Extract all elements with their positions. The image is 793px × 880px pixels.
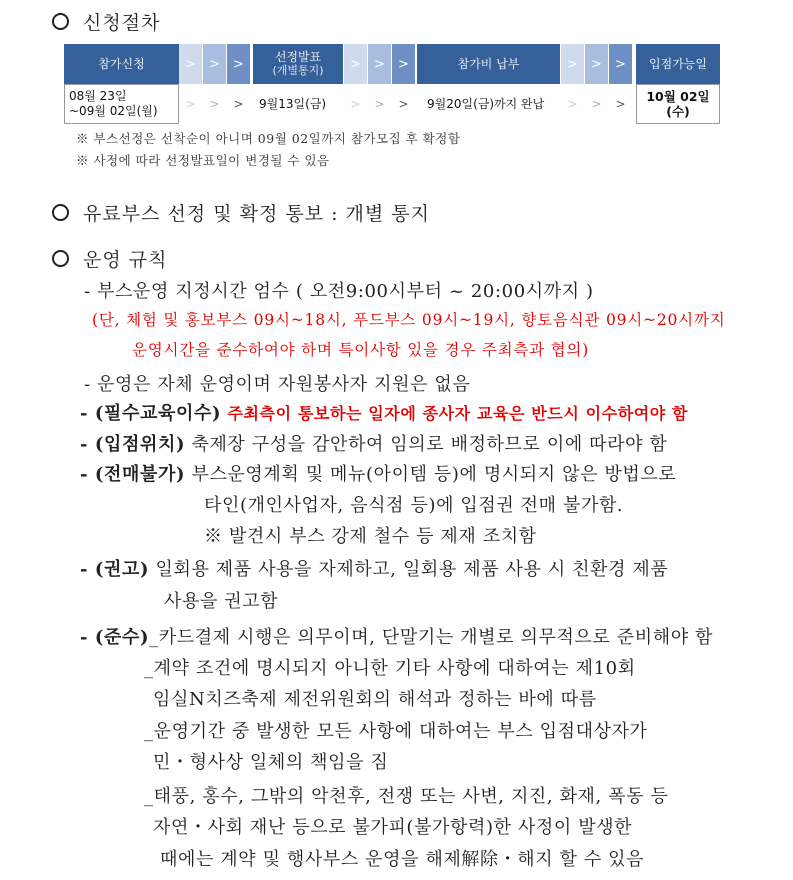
flow-step-label: 선정발표 [274,50,322,64]
flow-arrow: > [227,44,250,84]
flow-arrow: > [179,44,202,84]
rule-label: - (전매불가) [80,464,186,485]
rule-text: 부스운영계획 및 메뉴(아이템 등)에 명시되지 않은 방법으로 [191,464,677,485]
flow-arrow: > [350,97,361,111]
rule-operating-hours: - 부스운영 지정시간 엄수 ( 오전9:00시부터 ~ 20:00시까지 ) [84,281,594,302]
rule-compliance-sub: 민・형사상 일체의 책임을 짐 [153,752,389,773]
flow-date-payment [417,84,560,124]
rule-mandatory-training [80,399,688,425]
rule-location [80,430,667,456]
flow-step-announce [253,44,343,84]
flow-arrow: > [368,44,391,84]
rule-text: _카드결제 시행은 의무이며, 단말기는 개별로 의무적으로 준비해야 함 [149,627,713,648]
flow-arrow: > [203,44,226,84]
rule-label: - (입점위치) [80,434,186,455]
rule-label: - (준수) [80,627,150,648]
section-rules-heading [52,245,167,272]
section-selection-heading [52,199,430,226]
flow-step-sublabel: (개별통지) [272,64,324,77]
rule-text: 축제장 구성을 감안하여 임의로 배정하므로 이에 따라야 함 [191,434,668,455]
rule-compliance-sub: 때에는 계약 및 행사부스 운영을 해제解除・해지 할 수 있음 [160,849,645,870]
rule-recommendation [80,555,668,581]
note-announcement-change: ※ 사정에 따라 선정발표일이 변경될 수 있음 [76,153,330,168]
flow-step-apply [64,44,179,84]
rule-compliance-sub: 임실N치즈축제 제전위원회의 해석과 정하는 바에 따름 [153,689,597,710]
rule-hours-note: 운영시간을 준수하여야 하며 특이사항 있을 경우 주최측과 협의) [132,341,590,359]
flow-step-payment [417,44,560,84]
date-line: 9월13일(금) [259,96,327,111]
rule-self-operation: - 운영은 자체 운영이며 자원봉사자 지원은 없음 [84,374,471,395]
flow-arrow: > [609,44,632,84]
flow-arrow: > [561,44,584,84]
rule-text: 일회용 제품 사용을 자제하고, 일회용 제품 사용 시 친환경 제품 [155,559,669,580]
section-title: 신청절차 [83,12,161,34]
section-procedure-heading [52,8,160,35]
date-line: (수) [666,104,690,119]
rule-compliance-sub: _태풍, 홍수, 그밖의 악천후, 전쟁 또는 사변, 지진, 화재, 폭동 등 [144,786,669,807]
flow-date-move-in [636,84,720,124]
flow-step-label: 참가비 납부 [457,57,520,71]
rule-label: - (필수교육이수) [80,403,222,424]
flow-arrow: > [585,44,608,84]
circle-bullet-icon [52,204,69,221]
flow-arrow: > [374,97,385,111]
flow-date-announce [253,84,343,124]
section-title: 유료부스 선정 및 확정 통보 : 개별 통지 [83,203,430,225]
rule-compliance-sub: _계약 조건에 명시되지 아니한 기타 사항에 대하여는 제10회 [144,658,636,679]
rule-compliance-sub: _운영기간 중 발생한 모든 사항에 대하여는 부스 입점대상자가 [144,721,648,742]
note-selection: ※ 부스선정은 선착순이 아니며 09월 02일까지 참가모집 후 확정함 [76,131,461,146]
rule-text: 주최측이 통보하는 일자에 종사자 교육은 반드시 이수하여야 함 [227,404,689,423]
rule-hours-note: (단, 체험 및 홍보부스 09시~18시, 푸드부스 09시~19시, 향토음식관 09시~20시까지 [92,311,726,329]
rule-compliance-sub: 자연・사회 재난 등으로 불가피(불가항력)한 사정이 발생한 [153,817,633,838]
section-title: 운영 규칙 [83,249,168,271]
circle-bullet-icon [52,13,69,30]
date-line: 08월 23일 [69,89,127,103]
date-line: ~09월 02일(월) [69,104,158,118]
flow-arrow: > [233,97,244,111]
rule-sanction-note: ※ 발견시 부스 강제 철수 등 제재 조치함 [204,526,537,547]
flow-step-move-in [636,44,720,84]
circle-bullet-icon [52,250,69,267]
date-line: 9월20일(금)까지 완납 [427,96,545,111]
flow-arrow: > [209,97,220,111]
rule-text: 타인(개인사업자, 음식점 등)에 입점권 전매 불가함. [204,495,624,516]
date-line: 10월 02일 [646,89,710,104]
rule-text: 사용을 권고함 [164,591,279,612]
flow-arrow: > [185,97,196,111]
flow-date-apply [64,84,179,124]
rule-no-resale [80,460,676,486]
flow-arrow: > [567,97,578,111]
rule-compliance [80,623,713,649]
flow-arrow: > [344,44,367,84]
flow-arrow: > [392,44,415,84]
flow-step-label: 입점가능일 [649,57,707,71]
rule-label: - (권고) [80,559,150,580]
flow-step-label: 참가신청 [98,57,145,71]
flow-arrow: > [591,97,602,111]
flow-arrow: > [398,97,409,111]
flow-arrow: > [615,97,626,111]
